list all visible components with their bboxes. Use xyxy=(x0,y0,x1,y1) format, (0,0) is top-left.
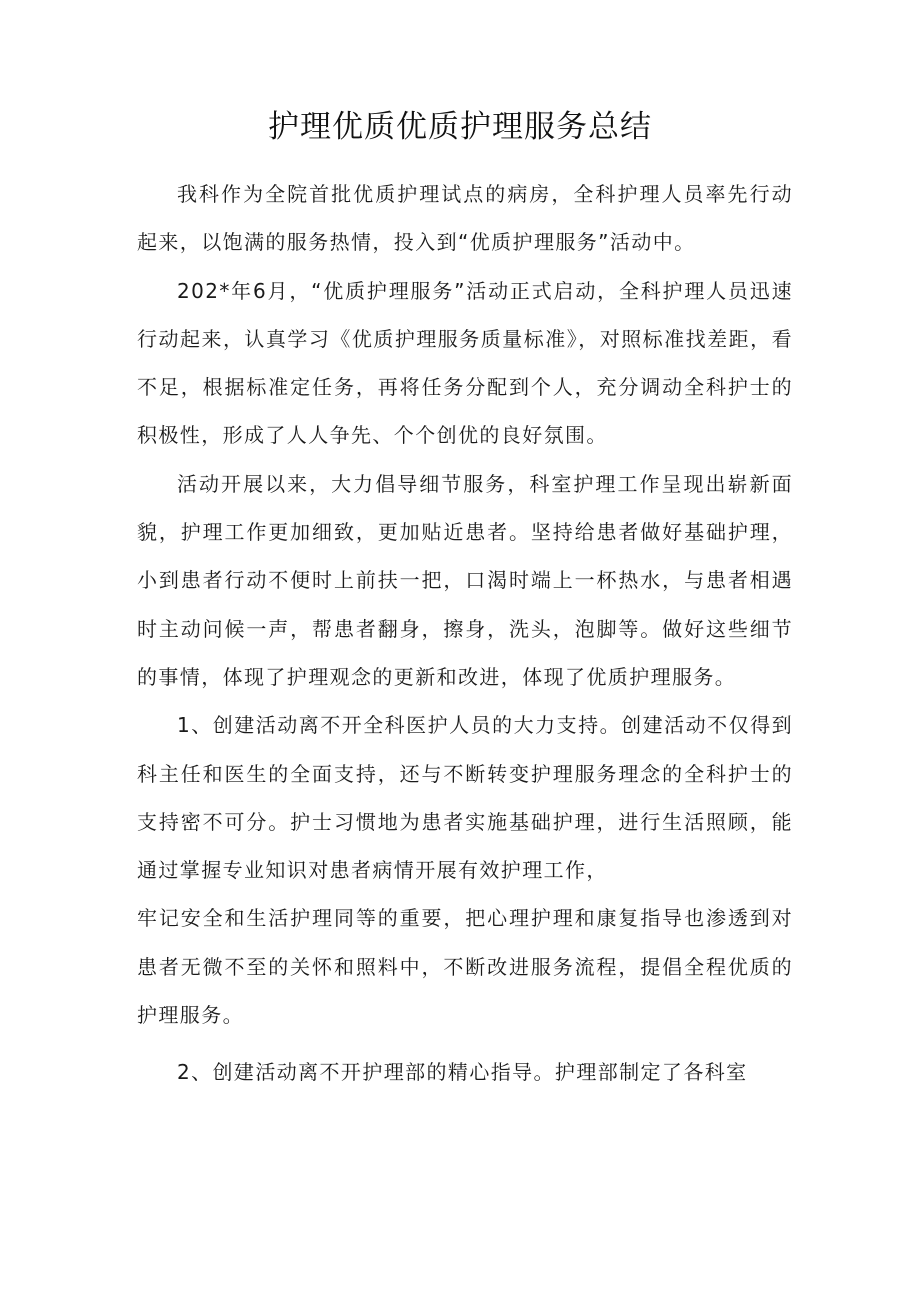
paragraph-point-2: 2、创建活动离不开护理部的精心指导。护理部制定了各科室 xyxy=(177,1060,748,1085)
paragraph-pilot-ward: 我科作为全院首批优质护理试点的病房，全科护理人员率先行动起来，以饱满的服务热情，投入到“优质护理服务”活动中。 xyxy=(137,182,793,255)
paragraph-launch: 202*年6月，“优质护理服务”活动正式启动，全科护理人员迅速行动起来，认真学习《优质护理服务质量标准》，对照标准找差距，看不足，根据标准定任务，再将任务分配到个人，充分调动全科护士的积极性，形成了人人争先、个个创优的良好氛围。 xyxy=(137,278,793,448)
document-title: 护理优质优质护理服务总结 xyxy=(268,109,652,145)
paragraph-point-1: 1、创建活动离不开全科医护人员的大力支持。创建活动不仅得到科主任和医生的全面支持，还与不断转变护理服务理念的全科护士的支持密不可分。护士习惯地为患者实施基础护理，进行生活照顾，能通过掌握专业知识对患者病情开展有效护理工作， xyxy=(137,713,793,883)
paragraph-point-1-continued: 牢记安全和生活护理同等的重要，把心理护理和康复指导也渗透到对患者无微不至的关怀和照料中，不断改进服务流程，提倡全程优质的护理服务。 xyxy=(137,906,793,1028)
document-body xyxy=(137,170,793,1097)
paragraph-detail-service: 活动开展以来，大力倡导细节服务，科室护理工作呈现出崭新面貌，护理工作更加细致，更加贴近患者。坚持给患者做好基础护理，小到患者行动不便时上前扶一把，口渴时端上一杯热水，与患者相遇时主动问候一声，帮患者翻身，擦身，洗头，泡脚等。做好这些细节的事情，体现了护理观念的更新和改进，体现了优质护理服务。 xyxy=(137,471,793,689)
